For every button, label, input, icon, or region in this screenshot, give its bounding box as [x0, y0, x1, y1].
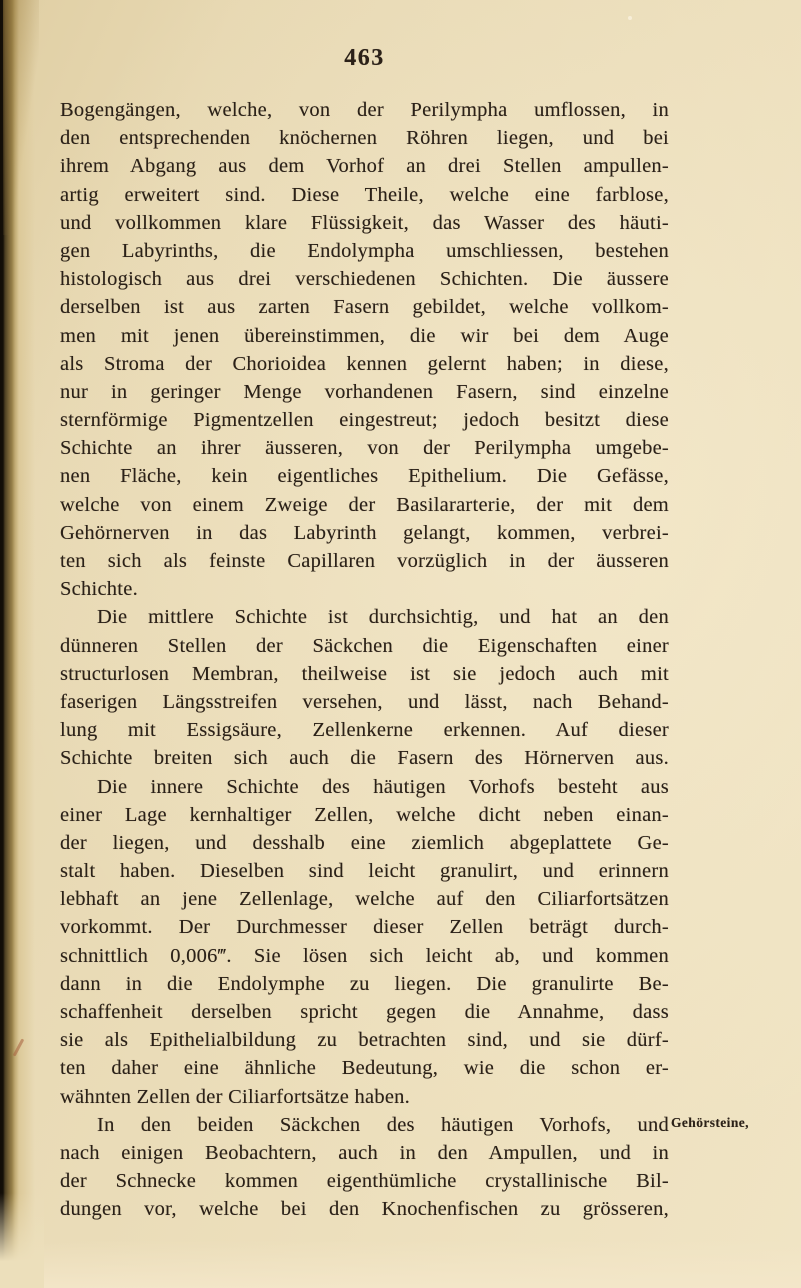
text-line: dann in die Endolymphe zu liegen. Die granulirte Be-	[60, 972, 669, 995]
text-line: lung mit Essigsäure, Zellenkerne erkennen. Auf dieser	[60, 719, 669, 742]
paragraph	[60, 96, 669, 603]
text-line: artig erweitert sind. Diese Theile, welche eine farblose,	[60, 183, 669, 206]
paper-speck	[628, 16, 632, 20]
text-line: sternförmige Pigmentzellen eingestreut; jedoch besitzt diese	[60, 409, 669, 432]
text-line: lebhaft an jene Zellenlage, welche auf den Ciliarfortsätzen	[60, 888, 669, 911]
text-line: Schichte.	[60, 578, 138, 601]
text-line: Gehörnerven in das Labyrinth gelangt, kommen, verbrei-	[60, 521, 669, 544]
text-line: den entsprechenden knöchernen Röhren liegen, und bei	[60, 127, 669, 150]
text-line: faserigen Längsstreifen versehen, und lässt, nach Behand-	[60, 690, 669, 713]
text-line: nen Fläche, kein eigentliches Epithelium. Die Gefässe,	[60, 465, 669, 488]
text-line: ten sich als feinste Capillaren vorzüglich in der äusseren	[60, 550, 669, 572]
text-line: welche von einem Zweige der Basilararterie, der mit dem	[60, 493, 669, 516]
text-line: sie als Epithelialbildung zu betrachten sind, und sie dürf-	[60, 1029, 669, 1052]
text-line: dünneren Stellen der Säckchen die Eigenschaften einer	[60, 634, 669, 657]
text-line: schnittlich 0,006‴. Sie lösen sich leicht ab, und kommen	[60, 944, 669, 967]
text-line: einer Lage kernhaltiger Zellen, welche dicht neben einan-	[60, 803, 669, 826]
text-line: schaffenheit derselben spricht gegen die Annahme, dass	[60, 1001, 669, 1023]
text-line: ihrem Abgang aus dem Vorhof an drei Stellen ampullen-	[60, 155, 669, 178]
text-line: der liegen, und desshalb eine ziemlich abgeplattete Ge-	[60, 831, 669, 854]
text-line: als Stroma der Chorioidea kennen gelernt haben; in diese,	[60, 352, 669, 375]
binding-corner-shade	[3, 0, 39, 235]
paragraph	[60, 1111, 669, 1224]
text-line: histologisch aus drei verschiedenen Schichten. Die äussere	[60, 268, 669, 291]
text-line: Die innere Schichte des häutigen Vorhofs besteht aus	[97, 775, 669, 798]
text-line: der Schnecke kommen eigenthümliche crystallinische Bil-	[60, 1170, 669, 1193]
text-line: wähnten Zellen der Ciliarfortsätze haben.	[60, 1085, 411, 1108]
text-line: Schichte breiten sich auch die Fasern des Hörnerven aus.	[60, 747, 669, 770]
paragraph	[60, 603, 669, 772]
text-line: Bogengängen, welche, von der Perilympha umflossen, in	[60, 99, 669, 121]
text-line: gen Labyrinths, die Endolympha umschliessen, bestehen	[60, 239, 669, 262]
text-line: nur in geringer Menge vorhandenen Fasern, sind einzelne	[60, 380, 669, 403]
text-line: vorkommt. Der Durchmesser dieser Zellen beträgt durch-	[60, 916, 669, 939]
text-line: Die mittlere Schichte ist durchsichtig, und hat an den	[97, 606, 669, 629]
binding-edge-fade	[0, 1193, 44, 1288]
paragraph	[60, 773, 669, 1111]
text-block	[60, 96, 669, 1224]
margin-note: Gehörsteine,	[671, 1115, 749, 1130]
page-number: 463	[344, 45, 385, 71]
text-line: structurlosen Membran, theilweise ist sie jedoch auch mit	[60, 662, 669, 685]
text-line: ten daher eine ähnliche Bedeutung, wie die schon er-	[60, 1057, 669, 1080]
text-line: stalt haben. Dieselben sind leicht granulirt, und erinnern	[60, 860, 669, 883]
text-line: Schichte an ihrer äusseren, von der Perilympha umgebe-	[60, 437, 669, 460]
text-line: men mit jenen übereinstimmen, die wir bei dem Auge	[60, 324, 669, 347]
text-line: In den beiden Säckchen des häutigen Vorhofs, und	[97, 1113, 669, 1136]
text-line: und vollkommen klare Flüssigkeit, das Wasser des häuti-	[60, 211, 669, 234]
text-line: nach einigen Beobachtern, auch in den Ampullen, und in	[60, 1141, 669, 1164]
text-line: derselben ist aus zarten Fasern gebildet, welche vollkom-	[60, 296, 669, 319]
text-line: dungen vor, welche bei den Knochenfischen zu grösseren,	[60, 1198, 669, 1221]
